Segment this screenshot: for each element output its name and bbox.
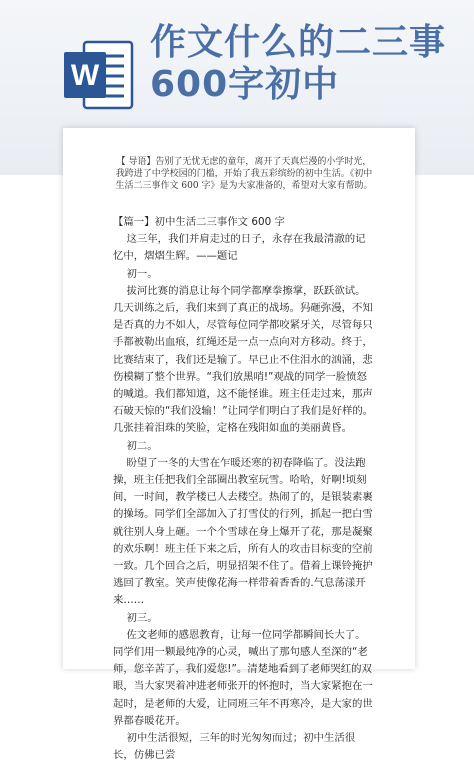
title-line-1: 作文什么的二三事	[150, 22, 447, 63]
document-body	[113, 214, 375, 765]
paragraph: 佐文老师的感恩教育，让每一位同学都瞬间长大了。同学们用一颗最纯净的心灵，喊出了那句感人至深的“老师，您辛苦了，我们爱您!”。清楚地看到了老师哭红的双眼，当大家哭着冲进老师张开的怀抱时，当大家紧抱在一起时，是老师的大爱，让同班三年不再寒冷，是大家的世界都春暖花开。	[113, 628, 373, 727]
paragraph: 初二。	[126, 439, 158, 452]
title-line-2: 600字初中	[150, 64, 340, 105]
paragraph: 初三。	[126, 611, 158, 624]
paragraph: 拔河比赛的消息让每个同学都摩拳擦掌，跃跃欲试。几天训练之后，我们来到了真正的战场。犸砸弥漫，不知是否真的力不如人，尽管每位同学都咬紧牙关，尽管每只手都被勒出血痕，红绳还是一点一点向对方移动。终于，比赛结束了，我们还是输了。早已止不住泪水的汹涌，悲伤模糊了整个世界。“我们放黑哨!”观战的同学一脸愤怒的喊道。我们都知道，这不能怪谁。班主任走过来，那声石破天惊的“我们没输！”让同学们明白了我们是好样的。几张挂着泪珠的笑脸，定格在残阳如血的美丽黄昏。	[113, 284, 374, 435]
document-title	[150, 22, 470, 106]
paragraph: 初中生活很短，三年的时光匆匆而过；初中生活很长，仿佛已尝	[113, 732, 356, 762]
intro-text: 【 导语】告别了无忧无虑的童年，离开了天真烂漫的小学时光，我跨进了中学校园的门槛，开始了我五彩缤纷的初中生活。《初中生活二三事作文 600 字》是为大家准备的，希望对大家有帮助。	[115, 157, 373, 191]
paragraph: 盼望了一冬的大雪在乍暖还寒的初春降临了。没法跑操，班主任把我们全部圈出教室玩雪。哈哈，好啊!顷刻间，一时间，教学楼已人去楼空。热闹了的，是银装素裹的操场。同学们全部加入了打雪仗的行列，抓起一把白雪就往别人身上砸。一个个雪球在身上爆开了花，那是凝聚的欢乐啊！班主任下来之后，所有人的攻击目标变的空前一致。几个回合之后，明显招架不住了。借着上课铃掩护逃回了教室。笑声使像花海一样带着香香的.气息荡漾开来……	[113, 456, 373, 607]
word-icon-letter: W	[70, 59, 100, 92]
paragraph: 这三年，我们并肩走过的日子，永存在我最清澈的记忆中，熠熠生辉。——题记	[113, 233, 366, 263]
document-page	[63, 128, 415, 762]
paragraph: 初一。	[126, 267, 158, 280]
section-heading: 【篇一】初中生活二三事作文 600 字	[113, 216, 285, 228]
word-icon	[62, 38, 134, 112]
